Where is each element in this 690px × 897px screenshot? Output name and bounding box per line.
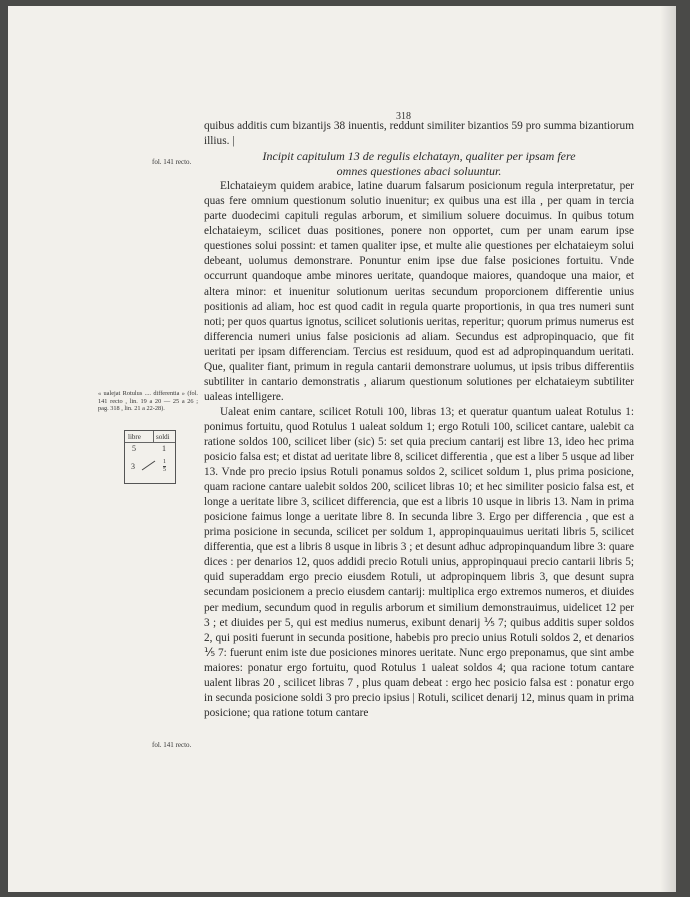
page-number: 318 [396, 111, 411, 122]
diagram-fraction-denominator: 5 [163, 466, 166, 473]
margin-note-folio-top: fol. 141 recto. [152, 158, 192, 166]
diagram-label-libre: libre [128, 433, 141, 441]
page-edge-shadow [660, 6, 676, 892]
diagram-vertical-rule [153, 431, 154, 442]
diagram-fraction [163, 459, 166, 473]
paragraph-1: Elchataieym quidem arabice, latine duarum falsarum posicionum regula interpretatur, per quas fere omnium questionum solutio inuenitur; ex quibus una est illa , per quam in tercia parte duodecimi capituli regulas arborum, et similium soluere docuimus. In quibus totum elchataieym, scilicet duas positiones, ponere non opportet, cum per unam earum ipse questiones solui possint: et tamen qualiter ipse, et multe alie questiones per elchataieym solui debeant, uolumus demonstrare. Ponuntur enim ipse due false posiciones fortuitu. Vnde occurrunt quandoque ambe minores ueritate, quandoque maiores, quandoque una maior, et altera minor: et inuenitur solutionum ueritas secundum proporcionem differentie unius positionis ad aliam, hoc est quod cadit in regula quarte proportionis, in qua tres numeri sunt noti; per quos quartus ignotus, scilicet solutionis ueritas, reperitur; quorum primus numerus est differencia numeri unius false posicionis ad aliam. Secundus est adpropinquacio, que fit ueritati per ipsam differenciam. Tercius est residuum, quod est ad adpropinquandum ueritati. Que, qualiter fiant, primum in regula cantarii demonstrare uolumus, ut ipsis tribus differentiis subtiliter in cantario demonstratis , aliarum questionum solutiones per elchataieym subtiliter ualeas intelligere. [204, 180, 634, 403]
main-text [204, 119, 634, 721]
diagram-horizontal-rule [125, 442, 175, 443]
diagram-slash [141, 459, 157, 471]
chapter-title-line-1: Incipit capitulum 13 de regulis elchatayn, qualiter per ipsam fere [262, 149, 576, 164]
chapter-title-line-2: omnes questiones abaci soluuntur. [336, 164, 502, 179]
margin-note-variant: « ualejat Rotulus .... differentia » (fol. 141 recto , lin. 19 a 20 — 25 a 26 ; pag. 318 , lin. 21 a 22-28). [98, 390, 198, 413]
diagram-value-5: 5 [132, 444, 136, 453]
diagram-value-3: 3 [131, 462, 135, 471]
margin-diagram [124, 430, 176, 484]
margin-note-folio-bottom: fol. 141 recto. [152, 741, 192, 749]
opening-line: quibus additis cum bizantijs 38 inuentis, reddunt similiter bizantios 59 pro summa bizantiorum illius. | [204, 120, 634, 148]
book-page [8, 6, 676, 892]
diagram-label-soldi: soldi [156, 433, 170, 441]
paragraph-2: Ualeat enim cantare, scilicet Rotuli 100, libras 13; et queratur quantum ualeat Rotulus 1: ponimus fortuitu, quod Rotulus 1 ualeat soldum 1; ergo Rotuli 100, scilicet cantare, ualebit ca ratione soldos 100, scilicet liber (sic) 5: set quia precium cantarij est libre 13, ideo hec prima posicio falsa est; et distat ad ueritate libre 8, scilicet differentia , que est a liber 5 usque ad liber 13. Vnde pro precio ipsius Rotuli ponamus soldos 2, scilicet soldum 1, plus prima posicione, quam racione cantare ualebit soldos 200, scilicet libras 10; et hec similiter posicio falsa est, et longe a ueritate libre 3, scilicet differencia, que est a libris 10 usque in libris 13. Nam in prima posicione faimus longe a ueritate libre 8. In secunda libre 3. Ergo per differencia , que est a prima posicione in secunda, scilicet per soldum 1, appropinquauimus ueritati libris 5, scilicet differentia, que est a libris 8 usque in libris 3 ; et desunt adhuc adpropinquandum libre 3: quare dices : per denarios 12, quos addidi precio Rotuli unius, appropinquaui precio cantarii libris 5; quid superaddam ergo precio eiusdem Rotuli, ut adpropinquem libris 3, que desunt supra secundam posicionem a precio eiusdem cantarij: multiplica ergo extremos numeros, et diuides per medium, secundum quod in regulis arborum et similium demonstrauimus, uidelicet 12 per 3 ; et diuides per 5, qui est medius numerus, exibunt denarij ⅕ 7; quibus additis super soldos 2, qui positi fuerunt in secunda positione, habebis pro precio unius Rotuli soldos 2, et denarios ⅕ 7: fuerunt enim iste due posiciones minores ueritate. Nunc ergo preponamus, que sint ambe maiores: ponatur ergo fortuitu, quod Rotulus 1 ualeat soldos 4; qua racione totum cantare ualent libras 20 , scilicet libras 7 , plus quam debeat : ergo hec posicio falsa est : ponatur ergo in secunda posicione soldi 3 pro precio ipsius | Rotuli, scilicet denarij 12, minus quam in prima posicione; qua ratione totum cantare [204, 405, 634, 719]
diagram-fraction-numerator: 1 [163, 459, 166, 465]
diagram-value-1: 1 [162, 444, 166, 453]
